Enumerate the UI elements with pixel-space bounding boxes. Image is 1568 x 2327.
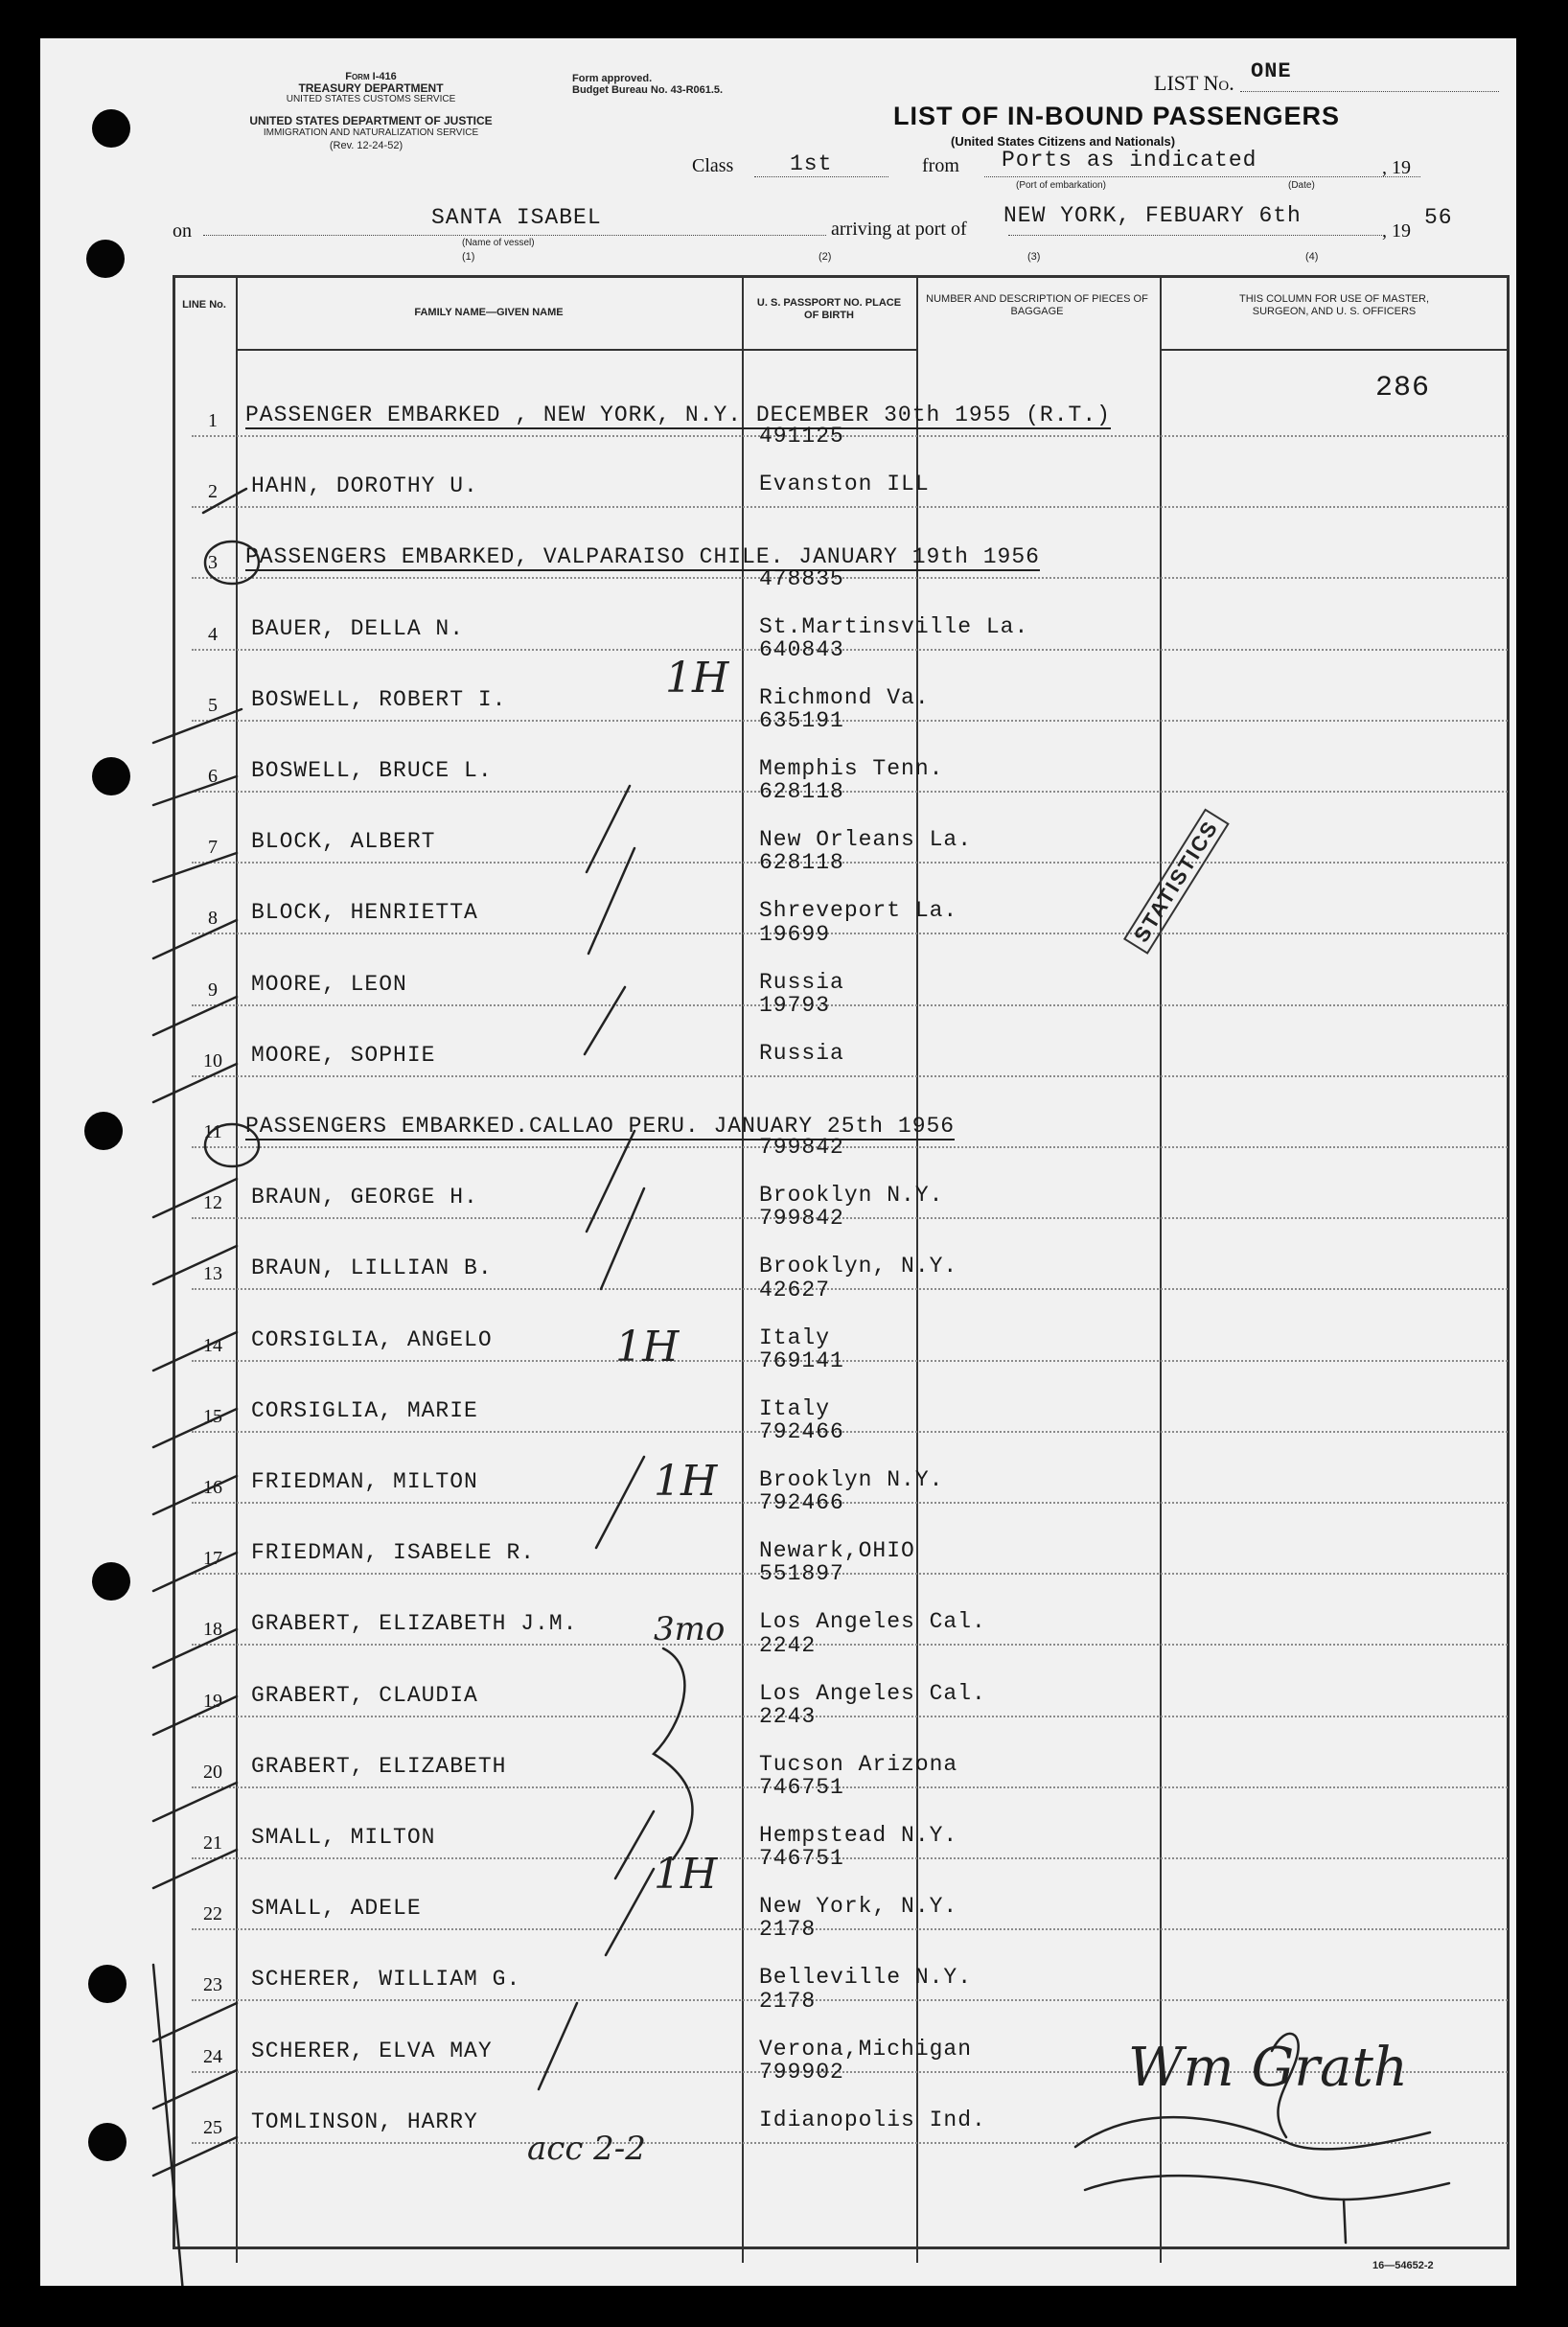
col-header-line-no: LINE No. — [182, 299, 226, 311]
line-number: 10 — [203, 1049, 222, 1071]
passenger-name: BOSWELL, BRUCE L. — [251, 758, 493, 783]
stroke-1h — [587, 786, 630, 872]
binder-hole — [88, 2123, 127, 2161]
place-of-birth: Brooklyn N.Y. — [759, 1467, 944, 1492]
place-of-birth: Italy — [759, 1395, 831, 1421]
tick-mark — [153, 1850, 237, 1888]
passenger-name: BLOCK, ALBERT — [251, 829, 436, 855]
col-header-name: FAMILY NAME—GIVEN NAME — [414, 307, 564, 318]
tick-mark — [203, 489, 246, 513]
handwriting-3mo: 3mo — [654, 1610, 726, 1648]
passenger-name: TOMLINSON, HARRY — [251, 2108, 478, 2134]
passenger-name: FRIEDMAN, MILTON — [251, 1469, 478, 1494]
passenger-name: BOSWELL, ROBERT I. — [251, 686, 507, 712]
passenger-name: GRABERT, CLAUDIA — [251, 1682, 478, 1708]
passport-number: 746751 — [759, 1846, 844, 1872]
passport-number: 628118 — [759, 850, 844, 876]
passport-number: 628118 — [759, 779, 844, 805]
stroke-1h — [585, 987, 625, 1054]
col-header-baggage: NUMBER AND DESCRIPTION OF PIECES OF BAGGAGE — [926, 293, 1148, 317]
passport-number: 551897 — [759, 1561, 844, 1587]
line-number: 20 — [203, 1761, 222, 1783]
place-of-birth: Tucson Arizona — [759, 1751, 958, 1777]
tick-mark — [153, 1332, 237, 1371]
passport-number: 2178 — [759, 1988, 817, 2014]
line-number: 23 — [203, 1974, 222, 1996]
passport-number: 799842 — [759, 1135, 844, 1161]
passport-number: 19793 — [759, 992, 831, 1018]
passenger-name: HAHN, DOROTHY U. — [251, 473, 478, 499]
passenger-name: GRABERT, ELIZABETH J.M. — [251, 1611, 578, 1637]
signature-flourish — [1075, 2117, 1430, 2149]
tick-mark — [153, 1246, 237, 1284]
list-no-label: LIST No. — [1154, 71, 1234, 95]
date-caption: (Date) — [1288, 180, 1315, 191]
passenger-name: FRIEDMAN, ISABELE R. — [251, 1540, 536, 1566]
year-value: 56 — [1424, 205, 1453, 230]
tick-mark — [153, 1476, 237, 1514]
class-value: 1st — [790, 151, 833, 176]
place-of-birth: Los Angeles Cal. — [759, 1680, 986, 1706]
treasury-dept: TREASURY DEPARTMENT — [298, 81, 444, 95]
handwriting-1h-a: 1H — [665, 654, 729, 703]
tick-mark — [153, 2137, 237, 2176]
budget-bureau: Budget Bureau No. 43-R061.5. — [572, 84, 724, 96]
passport-number: 478835 — [759, 565, 844, 591]
passport-number: 769141 — [759, 1348, 844, 1373]
line-number: 1 — [208, 410, 218, 431]
year-prefix-2: , 19 — [1382, 220, 1411, 242]
line-number: 15 — [203, 1405, 222, 1427]
passport-number: 42627 — [759, 1277, 831, 1302]
line-number: 25 — [203, 2116, 222, 2138]
line-number: 4 — [208, 623, 218, 645]
stroke-1h — [615, 1811, 654, 1878]
from-value: Ports as indicated — [1002, 148, 1257, 173]
tick-mark — [153, 997, 237, 1035]
place-of-birth: Brooklyn N.Y. — [759, 1183, 944, 1209]
class-label: Class — [692, 155, 734, 176]
passenger-name: SMALL, ADELE — [251, 1896, 422, 1922]
list-subtitle: (United States Citizens and Nationals) — [951, 134, 1176, 149]
line-number: 12 — [203, 1192, 222, 1214]
place-of-birth: Italy — [759, 1325, 831, 1350]
place-of-birth: Belleville N.Y. — [759, 1965, 973, 1991]
stroke-1h — [596, 1457, 644, 1548]
binder-hole — [86, 240, 125, 278]
handwriting-1h-c: 1H — [654, 1457, 718, 1506]
stroke-1h — [539, 2003, 577, 2089]
officer-signature: Wm Grath — [1128, 2037, 1408, 2099]
binder-hole — [92, 1562, 130, 1601]
line-number: 5 — [208, 694, 218, 716]
circle-mark-3 — [205, 541, 259, 584]
col-num-2: (2) — [819, 251, 832, 263]
line-number: 2 — [208, 481, 218, 503]
tick-mark — [153, 1553, 237, 1591]
stroke-1h — [587, 1131, 634, 1232]
tick-mark — [153, 776, 237, 805]
line-number: 19 — [203, 1690, 222, 1712]
passport-number: 19699 — [759, 921, 831, 947]
vessel-caption: (Name of vessel) — [462, 238, 535, 248]
passport-number: 640843 — [759, 636, 844, 662]
list-no-value: ONE — [1251, 59, 1292, 83]
stroke-1h — [606, 1869, 654, 1955]
place-of-birth: Hempstead N.Y. — [759, 1823, 958, 1848]
justice-dept: UNITED STATES DEPARTMENT OF JUSTICE — [249, 114, 493, 127]
line-number: 13 — [203, 1263, 222, 1285]
place-of-birth: Russia — [759, 1040, 844, 1066]
binder-hole — [84, 1112, 123, 1150]
form-approved: Form approved. — [572, 73, 653, 84]
place-of-birth: Brooklyn, N.Y. — [759, 1254, 958, 1279]
form-number: Form I-416 — [345, 71, 397, 82]
tick-mark — [153, 2070, 237, 2108]
passport-number: 2243 — [759, 1703, 817, 1729]
arrival-value: NEW YORK, FEBUARY 6th — [1003, 203, 1302, 228]
col-num-3: (3) — [1027, 251, 1041, 263]
vessel-name: SANTA ISABEL — [431, 205, 602, 230]
col-num-4: (4) — [1305, 251, 1319, 263]
handwriting-1h-d: 1H — [654, 1850, 718, 1899]
stroke-1h — [588, 848, 634, 954]
on-label: on — [173, 220, 192, 242]
circle-mark-11 — [205, 1124, 259, 1166]
passport-number: 2178 — [759, 1917, 817, 1943]
passport-number: 635191 — [759, 708, 844, 733]
handwriting-marks — [40, 38, 1516, 2286]
passport-number: 792466 — [759, 1490, 844, 1516]
embarkation-header: PASSENGERS EMBARKED.CALLAO PERU. JANUARY 25th 1956 — [245, 1114, 956, 1139]
footer-code: 16—54652-2 — [1372, 2260, 1434, 2271]
place-of-birth: St.Martinsville La. — [759, 613, 1029, 639]
place-of-birth: Verona,Michigan — [759, 2036, 973, 2062]
passport-number: 491125 — [759, 424, 844, 449]
tick-mark — [153, 709, 242, 743]
line-number: 14 — [203, 1334, 222, 1356]
line-number: 7 — [208, 837, 218, 859]
place-of-birth: Richmond Va. — [759, 684, 930, 710]
line-number: 24 — [203, 2045, 222, 2067]
passport-number: 799842 — [759, 1206, 844, 1232]
signature-flourish — [1085, 2176, 1449, 2200]
binder-hole — [88, 1965, 127, 2003]
tick-mark — [153, 2003, 237, 2041]
line-number: 3 — [208, 552, 218, 574]
line-number: 9 — [208, 979, 218, 1001]
customs-service: UNITED STATES CUSTOMS SERVICE — [286, 94, 456, 104]
passport-number: 799902 — [759, 2059, 844, 2085]
place-of-birth: Memphis Tenn. — [759, 756, 944, 781]
year-prefix-1: , 19 — [1382, 157, 1411, 178]
passport-number: 792466 — [759, 1419, 844, 1444]
place-of-birth: Russia — [759, 969, 844, 995]
form-revision: (Rev. 12-24-52) — [329, 140, 404, 151]
binder-hole — [92, 757, 130, 795]
place-of-birth: Los Angeles Cal. — [759, 1609, 986, 1635]
passenger-name: GRABERT, ELIZABETH — [251, 1753, 507, 1779]
passenger-name: CORSIGLIA, MARIE — [251, 1397, 478, 1423]
bracket-3mo — [654, 1648, 692, 1859]
embarkation-header: PASSENGERS EMBARKED, VALPARAISO CHILE. JANUARY 19th 1956 — [245, 544, 1040, 570]
handwriting-acc: acc 2-2 — [527, 2130, 646, 2168]
arriving-label: arriving at port of — [831, 219, 967, 240]
col-num-1: (1) — [462, 251, 475, 263]
embarkation-header: PASSENGER EMBARKED , NEW YORK, N.Y. DECEMBER 30th 1955 (R.T.) — [245, 403, 1111, 427]
passenger-name: SCHERER, WILLIAM G. — [251, 1967, 521, 1993]
passport-number: 746751 — [759, 1775, 844, 1800]
place-of-birth: New York, N.Y. — [759, 1894, 958, 1920]
passenger-name: SCHERER, ELVA MAY — [251, 2038, 493, 2063]
passenger-name: BRAUN, GEORGE H. — [251, 1185, 478, 1210]
place-of-birth: Newark,OHIO — [759, 1538, 915, 1564]
passenger-name: SMALL, MILTON — [251, 1825, 436, 1850]
line-number: 6 — [208, 766, 218, 787]
binder-hole — [92, 109, 130, 148]
place-of-birth: New Orleans La. — [759, 827, 973, 853]
from-label: from — [922, 155, 959, 176]
embark-caption: (Port of embarkation) — [1016, 180, 1106, 191]
page-number: 286 — [1375, 372, 1431, 404]
line-number: 11 — [203, 1121, 222, 1142]
tick-mark — [153, 853, 237, 882]
line-number: 17 — [203, 1548, 222, 1570]
passenger-name: MOORE, SOPHIE — [251, 1042, 436, 1068]
signature-flourish — [1344, 2200, 1346, 2243]
line-number: 16 — [203, 1477, 222, 1498]
tick-mark — [153, 1783, 237, 1821]
line-number: 22 — [203, 1903, 222, 1925]
col-header-passport: U. S. PASSPORT NO. PLACE OF BIRTH — [756, 297, 902, 321]
line-number: 18 — [203, 1619, 222, 1641]
tick-mark — [153, 1409, 237, 1447]
tick-mark — [153, 1965, 237, 2286]
line-number: 21 — [203, 1832, 222, 1854]
list-title: LIST OF IN-BOUND PASSENGERS — [893, 102, 1341, 130]
stroke-1h — [601, 1188, 644, 1289]
tick-mark — [153, 1629, 237, 1668]
place-of-birth: Shreveport La. — [759, 898, 958, 924]
statistics-stamp: STATISTICS — [1123, 808, 1230, 954]
handwriting-1h-b: 1H — [615, 1323, 680, 1371]
ins-service: IMMIGRATION AND NATURALIZATION SERVICE — [263, 127, 479, 138]
tick-mark — [153, 1179, 237, 1217]
passenger-name: BLOCK, HENRIETTA — [251, 900, 478, 926]
passenger-name: BAUER, DELLA N. — [251, 615, 465, 641]
tick-mark — [153, 1696, 237, 1735]
document-page — [40, 38, 1516, 2286]
passenger-name: CORSIGLIA, ANGELO — [251, 1326, 493, 1352]
passenger-name: BRAUN, LILLIAN B. — [251, 1256, 493, 1281]
passport-number: 2242 — [759, 1632, 817, 1658]
place-of-birth: Evanston ILL — [759, 472, 930, 497]
tick-mark — [153, 920, 237, 958]
line-number: 8 — [208, 908, 218, 930]
tick-mark — [153, 1064, 237, 1102]
col-header-officers: THIS COLUMN FOR USE OF MASTER, SURGEON, AND U. S. OFFICERS — [1238, 293, 1429, 317]
passenger-name: MOORE, LEON — [251, 971, 407, 997]
place-of-birth: Idianopolis Ind. — [759, 2107, 986, 2132]
